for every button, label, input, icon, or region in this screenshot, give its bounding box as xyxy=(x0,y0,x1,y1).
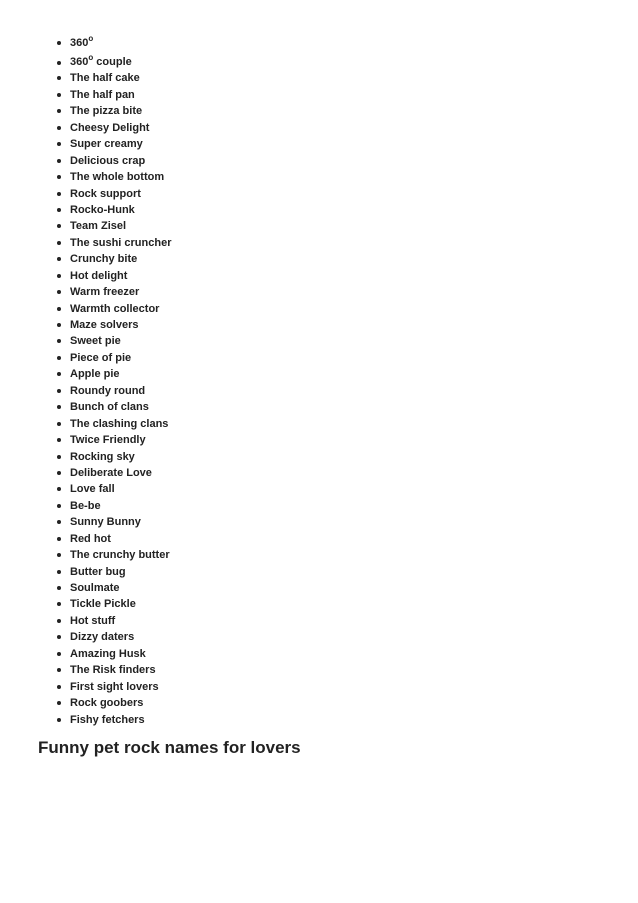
list-item: Crunchy bite xyxy=(0,251,171,267)
list-item: Bunch of clans xyxy=(0,399,171,415)
list-item: Rock goobers xyxy=(0,695,171,711)
list-item: Twice Friendly xyxy=(0,432,171,448)
list-item: Piece of pie xyxy=(0,350,171,366)
list-item-base: 360 xyxy=(70,56,89,68)
list-item: The sushi cruncher xyxy=(0,235,171,251)
list-item: The whole bottom xyxy=(0,169,171,185)
list-item: Cheesy Delight xyxy=(0,120,171,136)
list-item: Fishy fetchers xyxy=(0,712,171,728)
list-item: Love fall xyxy=(0,481,171,497)
list-item: Hot delight xyxy=(0,268,171,284)
list-item: The pizza bite xyxy=(0,103,171,119)
list-item-base: 360 xyxy=(70,37,89,49)
list-item: First sight lovers xyxy=(0,679,171,695)
list-item: Deliberate Love xyxy=(0,465,171,481)
list-item: Rock support xyxy=(0,186,171,202)
list-item: Sunny Bunny xyxy=(0,514,171,530)
list-item: Team Zisel xyxy=(0,218,171,234)
degree-superscript: o xyxy=(88,34,94,43)
list-item: Super creamy xyxy=(0,136,171,152)
list-item: The half pan xyxy=(0,87,171,103)
list-item: Rocko-Hunk xyxy=(0,202,171,218)
list-item-suffix: couple xyxy=(93,56,132,68)
list-item: Tickle Pickle xyxy=(0,596,171,612)
degree-superscript: o xyxy=(88,53,94,62)
list-item: Rocking sky xyxy=(0,449,171,465)
pet-rock-name-list xyxy=(0,33,171,728)
list-item: Hot stuff xyxy=(0,613,171,629)
list-item: Butter bug xyxy=(0,564,171,580)
list-item: Dizzy daters xyxy=(0,629,171,645)
list-item: Sweet pie xyxy=(0,333,171,349)
list-item: The crunchy butter xyxy=(0,547,171,563)
list-item: Roundy round xyxy=(0,383,171,399)
list-item: The Risk finders xyxy=(0,662,171,678)
list-item: The half cake xyxy=(0,70,171,86)
list-item xyxy=(0,54,171,70)
section-heading: Funny pet rock names for lovers xyxy=(38,738,301,757)
list-item: Warmth collector xyxy=(0,301,171,317)
list-item: Amazing Husk xyxy=(0,646,171,662)
list-item: Warm freezer xyxy=(0,284,171,300)
list-item: Red hot xyxy=(0,531,171,547)
list-item: Soulmate xyxy=(0,580,171,596)
list-item: Maze solvers xyxy=(0,317,171,333)
list-item: Delicious crap xyxy=(0,153,171,169)
list-item xyxy=(0,33,171,54)
list-item: Apple pie xyxy=(0,366,171,382)
list-item: The clashing clans xyxy=(0,416,171,432)
list-item: Be-be xyxy=(0,498,171,514)
